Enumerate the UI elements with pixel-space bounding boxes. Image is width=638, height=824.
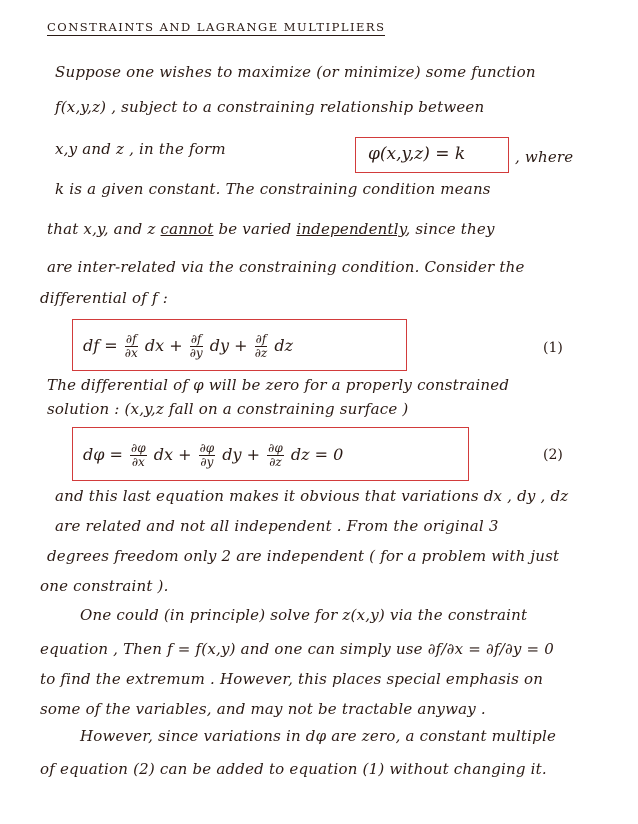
equation-2 — [83, 442, 343, 469]
partial-derivative — [190, 333, 203, 360]
equation-number: (1) — [543, 340, 563, 356]
partial-derivative — [267, 442, 284, 469]
text-line: to find the extremum . However, this places special emphasis on — [40, 670, 544, 688]
differential: dx — [144, 336, 165, 355]
text-line: some of the variables, and may not be tractable anyway . — [40, 700, 486, 718]
text-line: are related and not all independent . From the original 3 — [55, 517, 499, 535]
text-line: The differential of φ will be zero for a properly constrained — [47, 376, 510, 394]
differential: dx — [153, 445, 173, 464]
text-line: k is a given constant. The constraining condition means — [55, 180, 491, 198]
equation-1-box — [72, 319, 407, 371]
plus-sign: + — [178, 445, 192, 464]
equation-number: (2) — [543, 447, 563, 463]
text-line: x,y and z , in the form — [55, 140, 226, 158]
differential: dy — [222, 445, 242, 464]
plus-sign: + — [246, 445, 261, 464]
constraint-equation-box — [355, 137, 509, 173]
frac-den: ∂x — [124, 346, 138, 360]
text-line — [47, 220, 495, 238]
partial-derivative — [199, 442, 216, 469]
text-line: differential of f : — [40, 289, 168, 307]
frac-den: ∂x — [131, 455, 145, 469]
text-line: One could (in principle) solve for z(x,y) via the constraint — [80, 606, 528, 624]
text-line: are inter-related via the constraining condition. Consider the — [47, 258, 525, 276]
partial-derivative — [255, 333, 268, 360]
page-title: CONSTRAINTS AND LAGRANGE MULTIPLIERS — [47, 20, 386, 34]
plus-sign: + — [169, 336, 183, 355]
eq2-rhs: = 0 — [314, 445, 344, 464]
underlined-word: cannot — [160, 220, 214, 238]
text-line: solution : (x,y,z fall on a constraining surface ) — [47, 400, 409, 418]
partial-derivative — [130, 442, 147, 469]
frac-num: ∂φ — [131, 441, 146, 455]
frac-num: ∂f — [125, 332, 137, 346]
text-line: and this last equation makes it obvious that variations dx , dy , dz — [55, 487, 569, 505]
constraint-equation: φ(x,y,z) = k — [368, 144, 466, 164]
text-line: f(x,y,z) , subject to a constraining relationship between — [55, 98, 485, 116]
frac-num: ∂f — [190, 332, 202, 346]
differential: dz — [290, 445, 310, 464]
text-segment: be varied — [218, 220, 292, 238]
equation-1 — [83, 333, 293, 360]
underlined-word: independently — [296, 220, 406, 238]
eq2-lhs: dφ = — [83, 445, 123, 464]
partial-derivative — [125, 333, 138, 360]
text-line: of equation (2) can be added to equation (1) without changing it. — [40, 760, 547, 778]
differential: dz — [274, 336, 294, 355]
text-line: , where — [515, 148, 574, 166]
eq1-lhs: df = — [83, 336, 118, 355]
text-line: one constraint ). — [40, 577, 169, 595]
plus-sign: + — [234, 336, 248, 355]
text-line: However, since variations in dφ are zero, a constant multiple — [80, 727, 557, 745]
frac-den: ∂z — [269, 455, 282, 469]
frac-num: ∂φ — [268, 441, 283, 455]
text-line: degrees freedom only 2 are independent ( for a problem with just — [47, 547, 560, 565]
differential: dy — [209, 336, 230, 355]
text-line: equation , Then f = f(x,y) and one can simply use ∂f/∂x = ∂f/∂y = 0 — [40, 640, 555, 658]
text-segment: , since they — [405, 220, 495, 238]
equation-2-box — [72, 427, 469, 481]
frac-den: ∂y — [200, 455, 214, 469]
text-line: Suppose one wishes to maximize (or minimize) some function — [55, 63, 536, 81]
frac-num: ∂φ — [199, 441, 215, 455]
frac-den: ∂z — [254, 346, 268, 360]
text-segment: that x,y, and z — [47, 220, 156, 238]
frac-den: ∂y — [189, 346, 203, 360]
frac-num: ∂f — [255, 332, 267, 346]
